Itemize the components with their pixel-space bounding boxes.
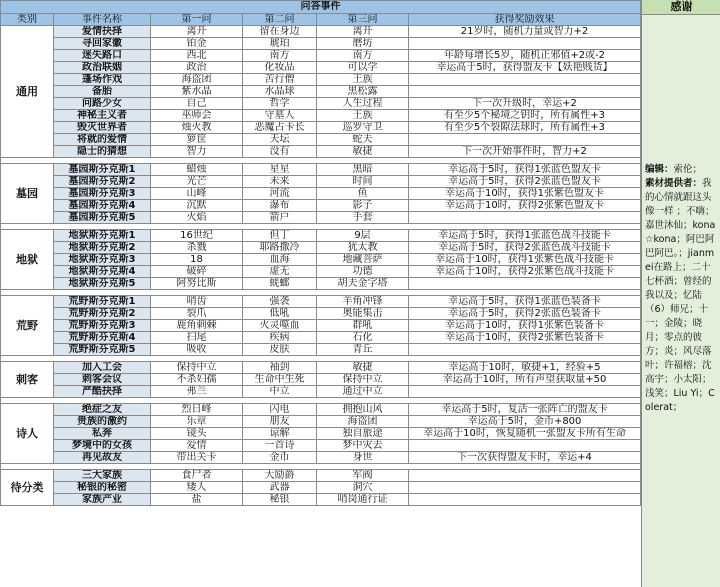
table-row bbox=[1, 266, 641, 278]
answer-1: 裂爪 bbox=[151, 308, 243, 320]
answer-1: 烛火教 bbox=[151, 122, 243, 134]
answer-1: 破碎 bbox=[151, 266, 243, 278]
answer-1: 离开 bbox=[151, 26, 243, 38]
reward-effect bbox=[409, 482, 641, 494]
credits-text bbox=[645, 163, 719, 415]
reward-effect: 幸运高于5时，获得1张蓝色装备卡 bbox=[409, 296, 641, 308]
answer-2: 金币 bbox=[243, 452, 317, 464]
event-name: 荒野斯芬克斯4 bbox=[54, 332, 151, 344]
answer-1: 哨齿 bbox=[151, 296, 243, 308]
answer-3: 鱼 bbox=[317, 188, 409, 200]
table-row bbox=[1, 86, 641, 98]
thanks-panel bbox=[641, 0, 720, 587]
event-name: 将就的爱情 bbox=[54, 134, 151, 146]
event-name: 地狱斯芬克斯5 bbox=[54, 278, 151, 290]
table-row bbox=[1, 254, 641, 266]
event-name: 三大家族 bbox=[54, 470, 151, 482]
event-name: 严酷抉择 bbox=[54, 386, 151, 398]
answer-2: 闪电 bbox=[243, 404, 317, 416]
answer-3: 羊角冲锋 bbox=[317, 296, 409, 308]
event-name: 地狱斯芬克斯4 bbox=[54, 266, 151, 278]
table-row bbox=[1, 230, 641, 242]
event-name: 绝症之友 bbox=[54, 404, 151, 416]
reward-effect bbox=[409, 74, 641, 86]
reward-effect: 幸运高于5时，获得2张蓝色盟友卡 bbox=[409, 176, 641, 188]
table-row bbox=[1, 320, 641, 332]
answer-2: 一首诗 bbox=[243, 440, 317, 452]
answer-3: 黑暗 bbox=[317, 164, 409, 176]
reward-effect bbox=[409, 134, 641, 146]
table-row bbox=[1, 26, 641, 38]
table-row bbox=[1, 470, 641, 482]
reward-effect bbox=[409, 212, 641, 224]
answer-2: 瀑布 bbox=[243, 200, 317, 212]
answer-3: 军阀 bbox=[317, 470, 409, 482]
event-name: 加入工会 bbox=[54, 362, 151, 374]
table-row bbox=[1, 404, 641, 416]
answer-2: 强袭 bbox=[243, 296, 317, 308]
answer-3: 身世 bbox=[317, 452, 409, 464]
table-row bbox=[1, 278, 641, 290]
answer-1: 盐 bbox=[151, 494, 243, 506]
answer-3: 地藏菩萨 bbox=[317, 254, 409, 266]
answer-1: 紫水晶 bbox=[151, 86, 243, 98]
editor-label: 编辑： bbox=[645, 164, 674, 175]
answer-1: 爱情 bbox=[151, 440, 243, 452]
answer-3: 拥抱山风 bbox=[317, 404, 409, 416]
answer-1: 铂金 bbox=[151, 38, 243, 50]
answer-1: 食尸者 bbox=[151, 470, 243, 482]
event-name: 荒野斯芬克斯3 bbox=[54, 320, 151, 332]
answer-3: 洞穴 bbox=[317, 482, 409, 494]
event-name: 贵族的激约 bbox=[54, 416, 151, 428]
answer-3: 胡夫金字塔 bbox=[317, 278, 409, 290]
answer-3: 石化 bbox=[317, 332, 409, 344]
answer-2: 天坛 bbox=[243, 134, 317, 146]
answer-2: 箭户 bbox=[243, 212, 317, 224]
answer-3: 可以学 bbox=[317, 62, 409, 74]
reward-effect bbox=[409, 470, 641, 482]
event-name: 隐士的猜想 bbox=[54, 146, 151, 158]
column-header: 第一问 bbox=[151, 14, 243, 26]
answer-2: 低吼 bbox=[243, 308, 317, 320]
table-row bbox=[1, 98, 641, 110]
answer-3: 巡罗守卫 bbox=[317, 122, 409, 134]
table-row bbox=[1, 296, 641, 308]
answer-2: 化妆品 bbox=[243, 62, 317, 74]
answer-3: 南方 bbox=[317, 50, 409, 62]
provider-names: 我的心情就跟这头像一样 ；不嗨；嘉世沐仙；kona☆kona；阿巴阿巴阿巴。；jianmei在路上；二十七杯酒；曾经的我以及；忆陆（6）师兄；十一；金陵；晓月；零点的彼方；炎；风尽落叶；许福榕；沈高宇；小太阳；浅笑；Liu Yi；Colerat； bbox=[645, 178, 716, 413]
event-name: 墓园斯芬克斯5 bbox=[54, 212, 151, 224]
answer-2: 生命中生死 bbox=[243, 374, 317, 386]
reward-effect bbox=[409, 344, 641, 356]
provider-label: 素材提供者： bbox=[645, 178, 703, 189]
table-row bbox=[1, 38, 641, 50]
answer-1: 16世纪 bbox=[151, 230, 243, 242]
table-row bbox=[1, 110, 641, 122]
reward-effect: 幸运高于10时，恢复随机一张盟友卡所有生命 bbox=[409, 428, 641, 440]
event-name: 寻回家徽 bbox=[54, 38, 151, 50]
answer-1: 18 bbox=[151, 254, 243, 266]
event-name: 荒野斯芬克斯5 bbox=[54, 344, 151, 356]
answer-3: 敏捷 bbox=[317, 146, 409, 158]
event-name: 秘银的秘密 bbox=[54, 482, 151, 494]
column-header: 类别 bbox=[1, 14, 54, 26]
answer-3: 9层 bbox=[317, 230, 409, 242]
answer-2: 琥珀 bbox=[243, 38, 317, 50]
event-name: 再见故友 bbox=[54, 452, 151, 464]
answer-1: 鹿角刺棘 bbox=[151, 320, 243, 332]
answer-1: 杀戮 bbox=[151, 242, 243, 254]
thanks-header: 感谢 bbox=[642, 0, 720, 15]
category-cell: 地狱 bbox=[1, 230, 54, 290]
table-row bbox=[1, 74, 641, 86]
answer-1: 保持中立 bbox=[151, 362, 243, 374]
table-row bbox=[1, 416, 641, 428]
answer-3: 独自旅途 bbox=[317, 428, 409, 440]
answer-3: 人生过程 bbox=[317, 98, 409, 110]
answer-3: 犹太教 bbox=[317, 242, 409, 254]
event-name: 地狱斯芬克斯1 bbox=[54, 230, 151, 242]
reward-effect bbox=[409, 386, 641, 398]
event-name: 墓园斯芬克斯4 bbox=[54, 200, 151, 212]
event-name: 神秘主义者 bbox=[54, 110, 151, 122]
table-row bbox=[1, 134, 641, 146]
reward-effect: 幸运高于10时，敏捷+1，经验+5 bbox=[409, 362, 641, 374]
event-name: 荒野斯芬克斯1 bbox=[54, 296, 151, 308]
answer-3: 通过中立 bbox=[317, 386, 409, 398]
answer-2: 皮肤 bbox=[243, 344, 317, 356]
answer-1: 蜡烛 bbox=[151, 164, 243, 176]
answer-1: 烈日峰 bbox=[151, 404, 243, 416]
column-header: 事件名称 bbox=[54, 14, 151, 26]
answer-3: 保持中立 bbox=[317, 374, 409, 386]
event-name: 地狱斯芬克斯2 bbox=[54, 242, 151, 254]
table-row bbox=[1, 452, 641, 464]
table-row bbox=[1, 62, 641, 74]
table-row bbox=[1, 200, 641, 212]
answer-2: 苦行僧 bbox=[243, 74, 317, 86]
reward-effect: 幸运高于10时，获得2张紫色装备卡 bbox=[409, 332, 641, 344]
answer-1: 光芒 bbox=[151, 176, 243, 188]
event-name: 问路少女 bbox=[54, 98, 151, 110]
answer-1: 镜头 bbox=[151, 428, 243, 440]
table-row bbox=[1, 362, 641, 374]
table-row bbox=[1, 344, 641, 356]
answer-3: 梦中灾去 bbox=[317, 440, 409, 452]
answer-2: 南方 bbox=[243, 50, 317, 62]
answer-1: 吸收 bbox=[151, 344, 243, 356]
answer-1: 带出关卡 bbox=[151, 452, 243, 464]
reward-effect: 幸运高于10时，获得1张紫色战斗技能卡 bbox=[409, 254, 641, 266]
answer-2: 朋友 bbox=[243, 416, 317, 428]
answer-2: 大励爵 bbox=[243, 470, 317, 482]
answer-1: 沉默 bbox=[151, 200, 243, 212]
event-name: 地狱斯芬克斯3 bbox=[54, 254, 151, 266]
answer-2: 耶路撒冷 bbox=[243, 242, 317, 254]
category-cell: 通用 bbox=[1, 26, 54, 158]
answer-3: 离开 bbox=[317, 26, 409, 38]
table-row bbox=[1, 482, 641, 494]
answer-2: 水晶球 bbox=[243, 86, 317, 98]
table-row bbox=[1, 188, 641, 200]
event-name: 墓园斯芬克斯1 bbox=[54, 164, 151, 176]
answer-1: 矮人 bbox=[151, 482, 243, 494]
reward-effect: 幸运高于5时，复活一张阵亡的盟友卡 bbox=[409, 404, 641, 416]
table-row bbox=[1, 428, 641, 440]
reward-effect: 幸运高于10时，获得1张紫色盟友卡 bbox=[409, 188, 641, 200]
reward-effect: 幸运高于5时，获得2张蓝色装备卡 bbox=[409, 308, 641, 320]
answer-3: 哨岗通行证 bbox=[317, 494, 409, 506]
table-row bbox=[1, 122, 641, 134]
category-cell: 刺客 bbox=[1, 362, 54, 398]
table-row bbox=[1, 176, 641, 188]
reward-effect: 21岁时，随机力量或智力+2 bbox=[409, 26, 641, 38]
answer-2: 血海 bbox=[243, 254, 317, 266]
event-name: 政治联姻 bbox=[54, 62, 151, 74]
answer-3: 海盗团 bbox=[317, 416, 409, 428]
event-name: 毁灭世界者 bbox=[54, 122, 151, 134]
editor-name: 索伦； bbox=[673, 164, 703, 175]
answer-1: 西北 bbox=[151, 50, 243, 62]
table-row bbox=[1, 308, 641, 320]
category-cell: 诗人 bbox=[1, 404, 54, 464]
answer-2: 谅解 bbox=[243, 428, 317, 440]
answer-3: 时间 bbox=[317, 176, 409, 188]
reward-effect: 幸运高于5时，获得2张蓝色战斗技能卡 bbox=[409, 242, 641, 254]
answer-2: 未来 bbox=[243, 176, 317, 188]
category-cell: 墓园 bbox=[1, 164, 54, 224]
answer-2: 中立 bbox=[243, 386, 317, 398]
answer-1: 阿努比斯 bbox=[151, 278, 243, 290]
answer-2: 火灵噬血 bbox=[243, 320, 317, 332]
answer-3: 黑松露 bbox=[317, 86, 409, 98]
answer-2: 哲学 bbox=[243, 98, 317, 110]
reward-effect: 下一次开始事件时，智力+2 bbox=[409, 146, 641, 158]
event-name: 蓬场作戏 bbox=[54, 74, 151, 86]
answer-2: 恶魔占卡长 bbox=[243, 122, 317, 134]
reward-effect bbox=[409, 440, 641, 452]
answer-2: 星星 bbox=[243, 164, 317, 176]
event-name: 备胎 bbox=[54, 86, 151, 98]
category-cell: 荒野 bbox=[1, 296, 54, 356]
table-title: 问答事件 bbox=[1, 1, 641, 14]
answer-3: 影子 bbox=[317, 200, 409, 212]
answer-1: 箩筐 bbox=[151, 134, 243, 146]
reward-effect bbox=[409, 38, 641, 50]
event-name: 墓园斯芬克斯2 bbox=[54, 176, 151, 188]
event-name: 爱情抉择 bbox=[54, 26, 151, 38]
answer-1: 不杀妇孺 bbox=[151, 374, 243, 386]
answer-2: 疾病 bbox=[243, 332, 317, 344]
answer-3: 青丘 bbox=[317, 344, 409, 356]
answer-3: 蛇夫 bbox=[317, 134, 409, 146]
reward-effect: 幸运高于10时，所有声望获取量+50 bbox=[409, 374, 641, 386]
answer-3: 手套 bbox=[317, 212, 409, 224]
answer-2: 袖剑 bbox=[243, 362, 317, 374]
reward-effect bbox=[409, 494, 641, 506]
answer-2: 守墓人 bbox=[243, 110, 317, 122]
answer-2: 河流 bbox=[243, 188, 317, 200]
answer-3: 王族 bbox=[317, 74, 409, 86]
reward-effect: 幸运高于10时，获得2张紫色盟友卡 bbox=[409, 200, 641, 212]
answer-2: 但丁 bbox=[243, 230, 317, 242]
reward-effect: 有至少5个裂隙法球时，所有属性+3 bbox=[409, 122, 641, 134]
answer-1: 自己 bbox=[151, 98, 243, 110]
answer-3: 群吼 bbox=[317, 320, 409, 332]
reward-effect: 幸运高于5时，获得1张蓝色盟友卡 bbox=[409, 164, 641, 176]
table-row bbox=[1, 440, 641, 452]
event-name: 荒野斯芬克斯2 bbox=[54, 308, 151, 320]
event-name: 刺客会议 bbox=[54, 374, 151, 386]
answer-3: 奥能集击 bbox=[317, 308, 409, 320]
answer-3: 功德 bbox=[317, 266, 409, 278]
answer-3: 磨坊 bbox=[317, 38, 409, 50]
answer-1: 海盗团 bbox=[151, 74, 243, 86]
reward-effect: 幸运高于10时，获得2张紫色战斗技能卡 bbox=[409, 266, 641, 278]
table-row bbox=[1, 242, 641, 254]
event-name: 私奔 bbox=[54, 428, 151, 440]
reward-effect bbox=[409, 86, 641, 98]
answer-3: 敏捷 bbox=[317, 362, 409, 374]
reward-effect: 幸运高于5时，金币+800 bbox=[409, 416, 641, 428]
answer-2: 秘银 bbox=[243, 494, 317, 506]
answer-2: 武器 bbox=[243, 482, 317, 494]
reward-effect: 幸运高于5时，获得1张蓝色战斗技能卡 bbox=[409, 230, 641, 242]
table-row bbox=[1, 386, 641, 398]
answer-2: 留在身边 bbox=[243, 26, 317, 38]
table-row bbox=[1, 332, 641, 344]
table-row bbox=[1, 164, 641, 176]
event-name: 迷失路口 bbox=[54, 50, 151, 62]
table-row bbox=[1, 494, 641, 506]
answer-1: 山峰 bbox=[151, 188, 243, 200]
answer-2: 虚无 bbox=[243, 266, 317, 278]
table-row bbox=[1, 374, 641, 386]
column-header: 第二问 bbox=[243, 14, 317, 26]
reward-effect: 幸运高于10时，获得1张紫色装备卡 bbox=[409, 320, 641, 332]
answer-3: 王族 bbox=[317, 110, 409, 122]
reward-effect: 有至少5个秘境之钥时，所有属性+3 bbox=[409, 110, 641, 122]
event-name: 墓园斯芬克斯3 bbox=[54, 188, 151, 200]
table-row bbox=[1, 146, 641, 158]
event-name: 梦境中的女孩 bbox=[54, 440, 151, 452]
reward-effect: 幸运高于5时，获得盟友卡【妖艳贱货】 bbox=[409, 62, 641, 74]
answer-1: 政治 bbox=[151, 62, 243, 74]
reward-effect bbox=[409, 278, 641, 290]
reward-effect: 下一次获得盟友卡时，幸运+4 bbox=[409, 452, 641, 464]
reward-effect: 年龄每增长5岁，随机正邪值+2或-2 bbox=[409, 50, 641, 62]
event-name: 家族产业 bbox=[54, 494, 151, 506]
column-header: 获得奖励效果 bbox=[409, 14, 641, 26]
answer-2: 没有 bbox=[243, 146, 317, 158]
table-row bbox=[1, 50, 641, 62]
table-row bbox=[1, 212, 641, 224]
answer-1: 弗兰 bbox=[151, 386, 243, 398]
column-header: 第三问 bbox=[317, 14, 409, 26]
answer-1: 巫师会 bbox=[151, 110, 243, 122]
answer-1: 扫尾 bbox=[151, 332, 243, 344]
answer-2: 蜣螂 bbox=[243, 278, 317, 290]
answer-1: 火焰 bbox=[151, 212, 243, 224]
category-cell: 待分类 bbox=[1, 470, 54, 506]
reward-effect: 下一次升级时，幸运+2 bbox=[409, 98, 641, 110]
answer-1: 乐章 bbox=[151, 416, 243, 428]
answer-1: 智力 bbox=[151, 146, 243, 158]
